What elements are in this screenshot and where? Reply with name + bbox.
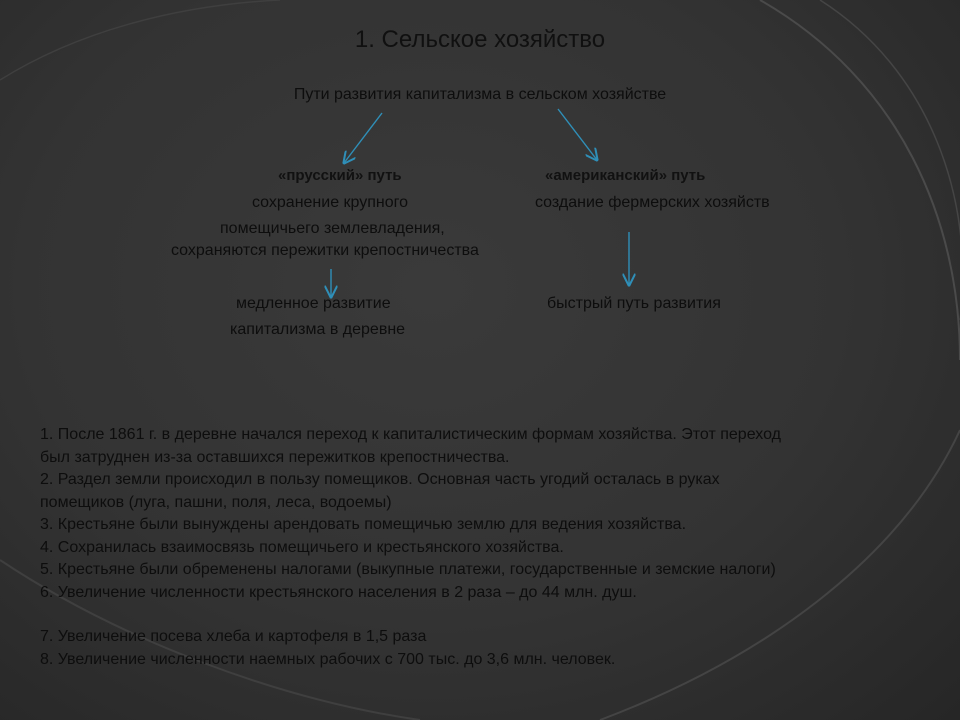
fact-line: 4. Сохранилась взаимосвязь помещичьего и крестьянского хозяйства. xyxy=(40,538,564,556)
american-path-header: «американский» путь xyxy=(545,167,706,184)
fact-line: 3. Крестьяне были вынуждены арендовать помещичью землю для ведения хозяйства. xyxy=(40,516,687,533)
slow-development-line-2: капитализма в деревне xyxy=(230,321,406,338)
prussian-path-line-3: сохраняются пережитки крепостничества xyxy=(171,242,479,259)
fact-line: 7. Увеличение посева хлеба и картофеля в 1,5 раза xyxy=(40,628,427,645)
arrow-to-american-path xyxy=(558,109,597,160)
fact-line: 6. Увеличение численности крестьянского населения в 2 раза – до 44 млн. душ. xyxy=(40,583,637,601)
slide-title: 1. Сельское хозяйство xyxy=(354,26,606,53)
arrow-to-prussian-path xyxy=(344,113,382,163)
fact-line: 8. Увеличение численности наемных рабочих с 700 тыс. до 3,6 млн. человек. xyxy=(40,650,616,668)
facts-list xyxy=(40,424,920,671)
slow-development-line-1: медленное развитие xyxy=(236,295,391,312)
fact-line: 5. Крестьяне были обременены налогами (выкупные платежи, государственные и земские налоги) xyxy=(40,561,776,578)
fact-line: 1. После 1861 г. в деревне начался переход к капиталистическим формам хозяйства. Этот переход xyxy=(40,426,781,443)
fact-line: помещиков (луга, пашни, поля, леса, водоемы) xyxy=(40,493,392,511)
fact-line: был затруднен из-за оставшихся пережитков крепостничества. xyxy=(40,448,510,466)
fact-spacer xyxy=(40,604,920,626)
prussian-path-line-1: сохранение крупного xyxy=(252,194,409,211)
fact-line: 2. Раздел земли происходил в пользу помещиков. Основная часть угодий осталась в руках xyxy=(40,471,720,488)
fast-development-line: быстрый путь развития xyxy=(547,295,721,312)
prussian-path-line-2: помещичьего землевладения, xyxy=(220,220,445,237)
american-path-line-1: создание фермерских хозяйств xyxy=(535,194,770,211)
diagram-subtitle: Пути развития капитализма в сельском хозяйстве xyxy=(293,86,667,103)
prussian-path-header: «прусский» путь xyxy=(278,167,402,184)
